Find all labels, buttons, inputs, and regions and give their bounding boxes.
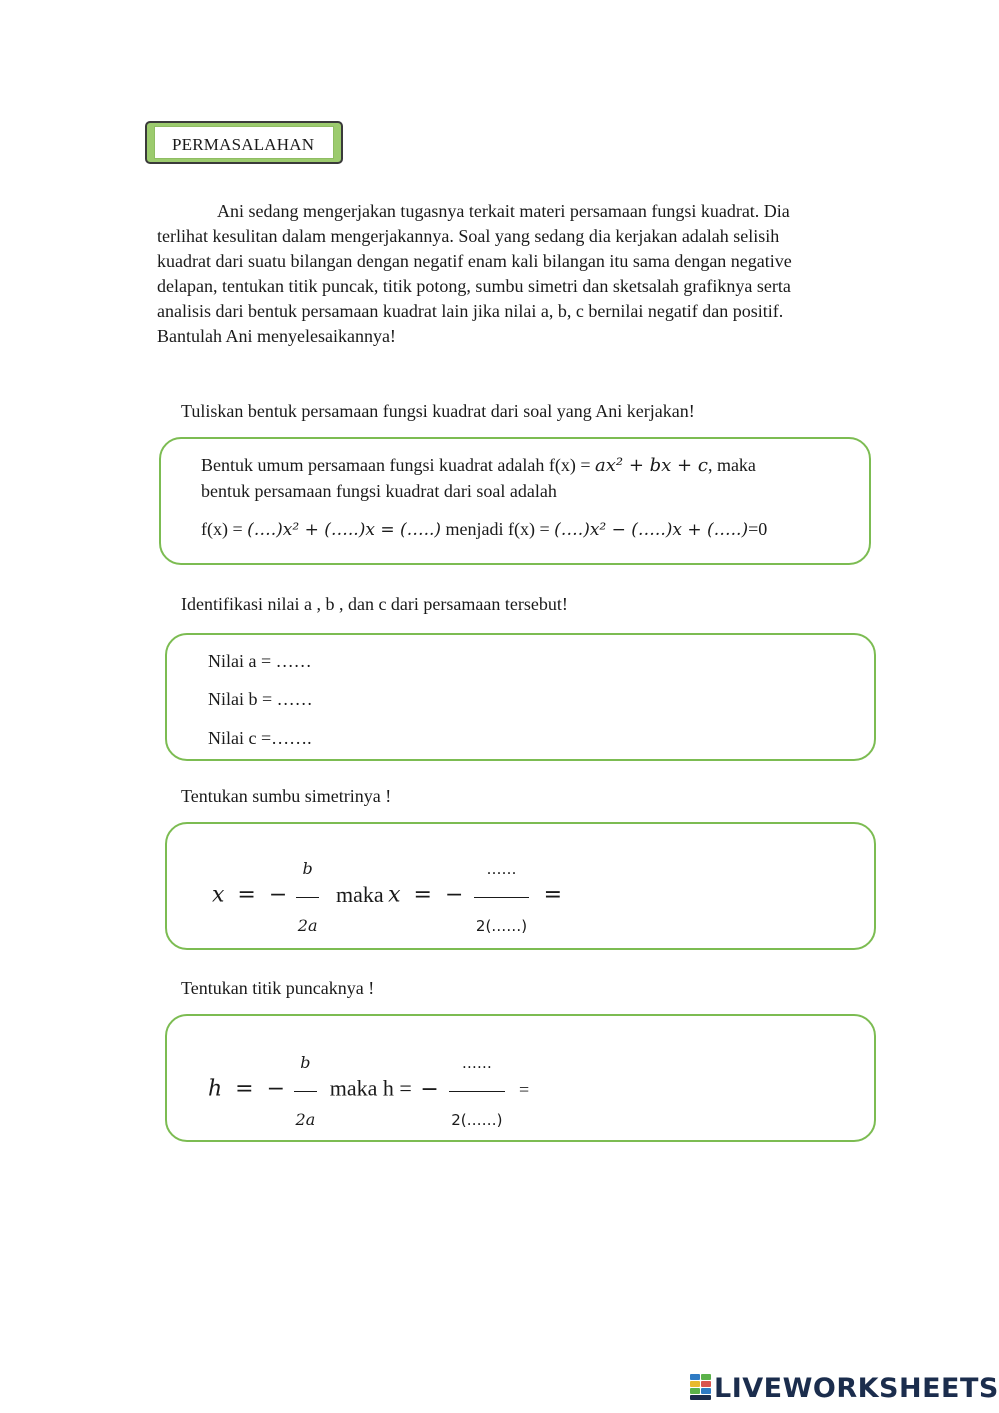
- equation-fill-line: [201, 519, 767, 540]
- liveworksheets-logo-text: LIVEWORKSHEETS: [714, 1373, 999, 1404]
- fraction-numerator-blank[interactable]: ……: [461, 1054, 492, 1072]
- problem-line: delapan, tentukan titik puncak, titik potong, sumbu simetri dan sketsalah grafiknya serta: [157, 276, 791, 296]
- question-1-prompt: Tuliskan bentuk persamaan fungsi kuadrat dari soal yang Ani kerjakan!: [181, 401, 695, 421]
- liveworksheets-logo-icon: [690, 1374, 712, 1400]
- problem-line: Bantulah Ani menyelesaikannya!: [157, 326, 396, 346]
- equation-connector: menjadi f(x) =: [441, 519, 555, 539]
- vertex-lhs: h = −: [208, 1076, 286, 1102]
- vertex-equals: =: [519, 1079, 530, 1100]
- problem-line: kuadrat dari suatu bilangan dengan negatif enam kali bilangan itu sama dengan negative: [157, 251, 792, 271]
- fraction-numerator-blank[interactable]: ……: [486, 860, 517, 878]
- liveworksheets-logo: [690, 1373, 999, 1403]
- symmetry-fill-fraction[interactable]: [474, 842, 529, 953]
- equation-blank-form[interactable]: (….)x² + (…..)x = (…..): [247, 520, 442, 540]
- fraction-numerator: b: [300, 1053, 311, 1072]
- question-2-prompt: Identifikasi nilai a , b , dan c dari persamaan tersebut!: [181, 594, 568, 614]
- vertex-minus: −: [420, 1076, 439, 1102]
- form-intro-line: bentuk persamaan fungsi kuadrat dari soal adalah: [201, 481, 557, 501]
- general-form-line: [201, 455, 756, 476]
- fraction-numerator: b: [302, 859, 313, 878]
- symmetry-rhs: x = −: [388, 882, 464, 908]
- question-3-prompt: Tentukan sumbu simetrinya !: [181, 786, 392, 806]
- question-4-prompt: Tentukan titik puncaknya !: [181, 978, 375, 998]
- symmetry-lhs: x = −: [212, 882, 288, 908]
- problem-line: Ani sedang mengerjakan tugasnya terkait materi persamaan fungsi kuadrat. Dia: [217, 201, 790, 221]
- fraction-denominator: 2a: [296, 897, 320, 953]
- symmetry-equals: =: [543, 882, 563, 908]
- vertex-fraction: [294, 1036, 318, 1147]
- value-b-field[interactable]: Nilai b = ……: [208, 689, 313, 709]
- general-form-formula: ax² + bx + c: [595, 455, 708, 476]
- equation-zero: =0: [748, 519, 768, 539]
- section-title: PERMASALAHAN: [154, 126, 334, 159]
- symmetry-maka: maka: [335, 881, 384, 907]
- problem-line: terlihat kesulitan dalam mengerjakannya. Soal yang sedang dia kerjakan adalah selisih: [157, 226, 780, 246]
- vertex-fill-fraction[interactable]: [449, 1036, 504, 1147]
- fraction-denominator-blank[interactable]: 2(……): [474, 897, 529, 953]
- fraction-denominator: 2a: [294, 1091, 318, 1147]
- symmetry-fraction: [296, 842, 320, 953]
- value-c-field[interactable]: Nilai c =…….: [208, 728, 312, 748]
- problem-line: analisis dari bentuk persamaan kuadrat lain jika nilai a, b, c bernilai negatif dan positif.: [157, 301, 784, 321]
- equation-lhs-label: f(x) =: [201, 519, 248, 539]
- vertex-formula: [208, 1036, 529, 1147]
- symmetry-formula: [212, 842, 562, 953]
- problem-paragraph: [157, 199, 867, 349]
- general-form-prefix: Bentuk umum persamaan fungsi kuadrat adalah f(x) =: [201, 455, 596, 475]
- general-form-suffix: , maka: [707, 455, 756, 475]
- equation-standard-form[interactable]: (….)x² − (…..)x + (…..): [554, 520, 749, 540]
- section-title-box: [145, 121, 343, 164]
- value-a-field[interactable]: Nilai a = ……: [208, 651, 312, 671]
- fraction-denominator-blank[interactable]: 2(……): [449, 1091, 504, 1147]
- vertex-maka: maka h =: [329, 1075, 412, 1101]
